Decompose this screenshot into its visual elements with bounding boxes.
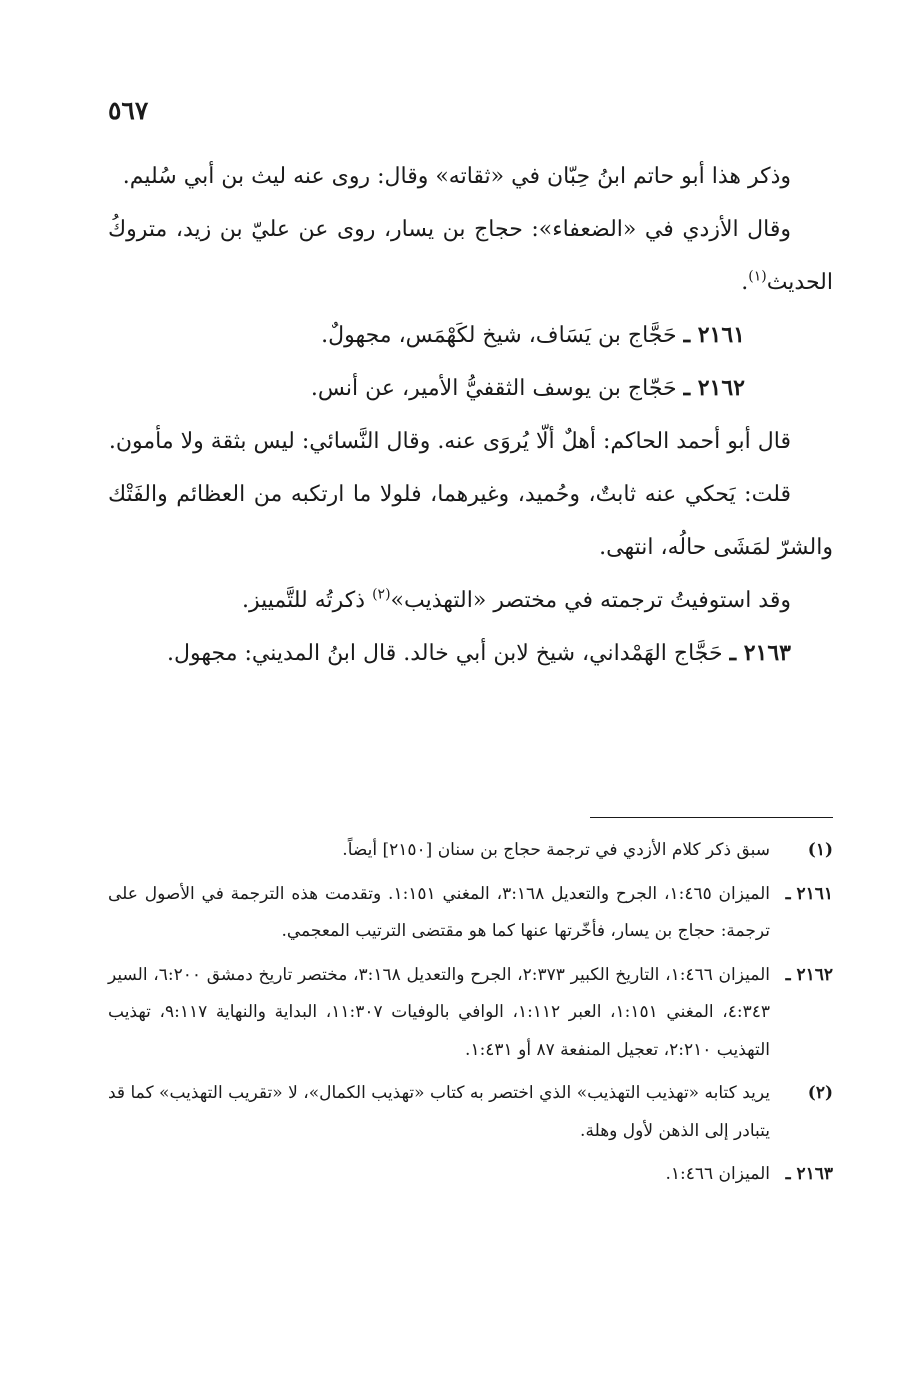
footnote-2 bbox=[108, 1075, 833, 1150]
entry-text-2161: حَجَّاج بن يَسَاف، شيخ لكَهْمَس، مجهولٌ. bbox=[321, 323, 677, 348]
paragraph-azdi bbox=[108, 203, 833, 309]
paragraph-tahdhib-end: ذكرتُه للتَّمييز. bbox=[241, 588, 373, 613]
paragraph-tahdhib-start: وقد استوفيتُ ترجمته في مختصر «التهذيب» bbox=[390, 588, 791, 613]
footnote-text: يريد كتابه «تهذيب التهذيب» الذي اختصر به كتاب «تهذيب الكمال»، لا «تقريب التهذيب» كما قد يتبادر إلى الذهن لأول وهلة. bbox=[108, 1083, 770, 1141]
footnotes bbox=[108, 832, 833, 1200]
entry-number-2162: ٢١٦٢ ـ bbox=[683, 375, 745, 401]
footnote-mark: (١) bbox=[807, 840, 833, 860]
footnote-mark: (٢) bbox=[807, 1083, 833, 1103]
entry-2162 bbox=[108, 362, 833, 415]
footnote-divider bbox=[590, 817, 833, 818]
paragraph-ibn-hibban: وذكر هذا أبو حاتم ابنُ حِبّان في «ثقاته» وقال: روى عنه ليث بن أبي سُليم. bbox=[122, 164, 791, 189]
paragraph-qultu: قلت: يَحكي عنه ثابتٌ، وحُميد، وغيرهما، فلولا ما ارتكبه من العظائم والفَتْك والشرّ لمَشَى حالُه، انتهى. bbox=[108, 482, 833, 560]
footnote-2162 bbox=[108, 957, 833, 1070]
footnote-text: سبق ذكر كلام الأزدي في ترجمة حجاج بن سنان [٢١٥٠] أيضاً. bbox=[342, 840, 770, 860]
entry-number-2163: ٢١٦٣ ـ bbox=[729, 640, 791, 666]
paragraph-azdi-end: . bbox=[741, 270, 749, 295]
footnote-2163 bbox=[108, 1156, 833, 1194]
footnote-text: الميزان ١:٤٦٦، التاريخ الكبير ٢:٣٧٣، الجرح والتعديل ٣:١٦٨، مختصر تاريخ دمشق ٦:٢٠٠، السير ٤:٣٤٣، المغني ١:١٥١، العبر ١:١١٢، الوافي بالوفيات ١١:٣٠٧، البداية والنهاية ٩:١١٧، تهذيب التهذيب ٢:٢١٠، تعجيل المنفعة ٨٧ أو ١:٤٣١. bbox=[108, 964, 771, 1060]
footnote-1 bbox=[108, 832, 833, 870]
footnote-2161 bbox=[108, 876, 833, 951]
footnote-ref-1[interactable]: (١) bbox=[748, 268, 767, 285]
entry-text-2163: حَجَّاج الهَمْداني، شيخ لابن أبي خالد. قال ابنُ المديني: مجهول. bbox=[167, 641, 723, 666]
paragraph-hakim: قال أبو أحمد الحاكم: أهلٌ ألّا يُروَى عنه. وقال النَّسائي: ليس بثقة ولا مأمون. bbox=[108, 429, 791, 454]
footnote-mark: ٢١٦٢ ـ bbox=[785, 964, 834, 985]
entry-text-2162: حَجّاج بن يوسف الثقفيُّ الأمير، عن أنس. bbox=[310, 376, 677, 401]
footnote-mark: ٢١٦١ ـ bbox=[785, 883, 833, 904]
footnote-mark: ٢١٦٣ ـ bbox=[785, 1164, 833, 1184]
paragraph-azdi-text: وقال الأزدي في «الضعفاء»: حجاج بن يسار، روى عن عليّ بن زيد، متروكُ الحديث bbox=[108, 217, 833, 295]
main-text bbox=[108, 150, 833, 680]
footnote-text: الميزان ١:٤٦٦. bbox=[665, 1164, 770, 1184]
page-number: ٥٦٧ bbox=[108, 96, 149, 125]
entry-2161 bbox=[108, 309, 833, 362]
entry-2163 bbox=[108, 627, 833, 680]
paragraph-tahdhib bbox=[108, 574, 833, 627]
entry-number-2161: ٢١٦١ ـ bbox=[683, 322, 745, 348]
footnote-ref-2[interactable]: (٢) bbox=[372, 586, 391, 603]
footnote-text: الميزان ١:٤٦٥، الجرح والتعديل ٣:١٦٨، المغني ١:١٥١. وتقدمت هذه الترجمة في الأصول على ترجمة: حجاج بن يسار، فأخّرتها عنها كما هو مقتضى الترتيب المعجمي. bbox=[108, 883, 770, 941]
